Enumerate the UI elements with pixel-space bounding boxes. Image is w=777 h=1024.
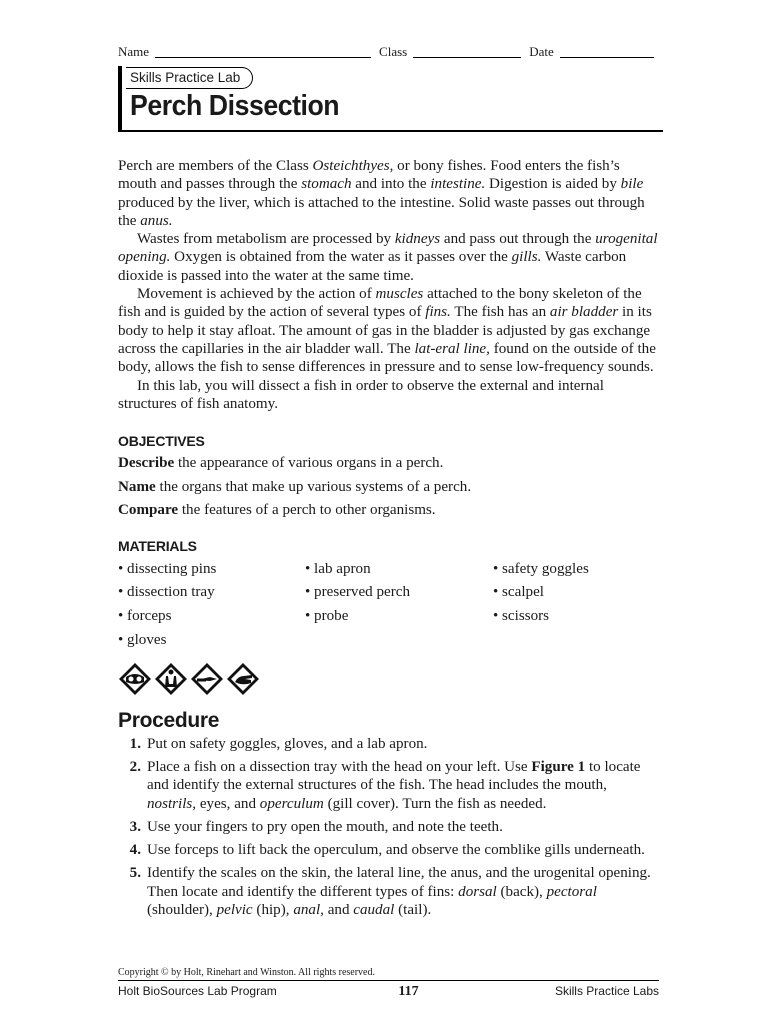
italic-term: pectoral (546, 883, 597, 900)
intro-paragraph-1 (118, 157, 659, 230)
step-text (147, 735, 659, 753)
hand-safety-icon (226, 662, 260, 696)
italic-term: stomach (301, 176, 352, 193)
program-name: Holt BioSources Lab Program (118, 984, 277, 998)
step-number: 3. (129, 818, 141, 835)
italic-term: anus. (140, 212, 173, 229)
main-content (118, 157, 659, 924)
objectives-list (118, 454, 659, 519)
italic-term: intestine. (430, 176, 486, 193)
step-number: 4. (129, 842, 141, 859)
materials-list (118, 560, 659, 650)
text-run: found on the outside of the body, allows the fish to sense differences in pressure and to sense low-frequency sounds. (118, 340, 656, 376)
italic-term: nostrils, (147, 795, 197, 812)
text-run: and pass out through the (440, 231, 596, 248)
objective-item (118, 478, 659, 496)
text-run: attached to the bony skeleton of the fish and is guided by the action of several types of (118, 286, 642, 321)
italic-term: urogenital opening. (118, 231, 658, 266)
step-text (147, 818, 659, 836)
italic-term: dorsal (458, 883, 497, 900)
name-class-date-line (118, 44, 659, 60)
step-number: 2. (129, 758, 141, 775)
step-text (147, 758, 659, 813)
material-item: • safety goggles (493, 560, 589, 577)
text-run: Put on safety goggles, gloves, and a lab apron. (147, 735, 428, 752)
step-number: 1. (129, 735, 141, 752)
text-run: Use forceps to lift back the operculum, and observe the comblike gills underneath. (147, 842, 645, 859)
text-run: Wastes from metabolism are processed by (137, 231, 395, 248)
text-run: (tail). (394, 902, 432, 918)
text-run: (gill cover). Turn the fish as needed. (323, 795, 547, 812)
date-blank (560, 45, 654, 58)
material-item: • forceps (118, 608, 172, 625)
class-label: Class (379, 44, 408, 59)
objective-verb: Name (118, 478, 156, 495)
copyright-notice: Copyright © by Holt, Rinehart and Winston. All rights reserved. (118, 967, 375, 978)
italic-term: anal, (293, 902, 324, 918)
material-item: • probe (305, 608, 349, 625)
bold-term: Figure 1 (531, 758, 586, 775)
italic-term: lat-eral line, (414, 340, 490, 357)
italic-term: gills. (511, 249, 542, 266)
text-run: (hip), (252, 902, 294, 918)
page-title: Perch Dissection (130, 90, 340, 122)
safety-icons (118, 662, 659, 696)
text-run: Identify the scales on the skin, the lateral line, the anus, and the urogenital opening. Then locate and identify the different types of fins: (147, 865, 651, 900)
material-item: • lab apron (305, 560, 371, 577)
objective-verb: Compare (118, 502, 179, 519)
page-footer (118, 980, 659, 1000)
text-run: Waste carbon dioxide is passed into the water at the same time. (118, 249, 627, 284)
name-blank (155, 45, 371, 58)
step-text (147, 841, 659, 859)
material-item: • gloves (118, 632, 167, 649)
text-run: The fish has an (450, 304, 550, 321)
procedure-step (118, 818, 659, 836)
section-name: Skills Practice Labs (554, 984, 660, 998)
material-item: • scalpel (493, 584, 544, 601)
italic-term: muscles (375, 286, 424, 303)
text-run: Movement is achieved by the action of (137, 286, 376, 303)
italic-term: bile (620, 176, 644, 193)
text-run: and into the (351, 176, 431, 193)
page-number: 117 (398, 984, 419, 999)
step-text (147, 864, 659, 919)
text-run: (shoulder), (147, 902, 217, 918)
clothing-protection-icon (154, 662, 188, 696)
objective-text: the organs that make up various systems of a perch. (155, 478, 472, 495)
text-run: produced by the liver, which is attached to the intestine. Solid waste passes out through the (118, 194, 645, 229)
class-blank (413, 45, 521, 58)
text-run: eyes, and (196, 795, 260, 812)
text-run: (back), (496, 883, 547, 900)
intro-paragraph-3 (118, 285, 659, 376)
text-run: Oxygen is obtained from the water as it passes over the (170, 249, 512, 266)
italic-term: caudal (353, 902, 395, 918)
procedure-step (118, 735, 659, 753)
intro-paragraph-4 (118, 377, 659, 414)
objective-item (118, 501, 659, 519)
objective-item (118, 454, 659, 472)
text-run: Perch are members of the Class (118, 158, 313, 174)
objective-text: the features of a perch to other organisms. (178, 502, 436, 519)
text-run: in its body to help it stay afloat. The amount of gas in the bladder is adjusted by gas exchange across the capillaries in the air bladder wall. The (118, 304, 652, 357)
procedure-heading: Procedure (118, 709, 220, 733)
italic-term: Osteichthyes (312, 158, 390, 174)
italic-term: air bladder (549, 304, 619, 321)
intro-paragraph-2 (118, 230, 659, 285)
italic-term: fins. (425, 304, 451, 321)
italic-term: operculum (259, 795, 324, 812)
material-item: • dissecting pins (118, 560, 217, 577)
procedure-steps (118, 735, 659, 920)
text-run: , or bony fishes. Food enters the fish’s mouth and passes through the (118, 158, 620, 193)
procedure-step (118, 841, 659, 859)
material-item: • scissors (493, 608, 550, 625)
date-label: Date (529, 44, 554, 59)
text-run: and (323, 902, 354, 918)
procedure-step (118, 758, 659, 813)
text-run: In this lab, you will dissect a fish in order to observe the external and internal structures of fish anatomy. (118, 377, 604, 412)
sharp-object-icon (190, 662, 224, 696)
name-label: Name (118, 44, 150, 59)
material-item: • dissection tray (118, 584, 215, 601)
materials-heading: MATERIALS (118, 538, 197, 555)
text-run: Use your fingers to pry open the mouth, and note the teeth. (147, 818, 503, 835)
procedure-step (118, 864, 659, 919)
material-item: • preserved perch (305, 584, 411, 601)
step-number: 5. (129, 865, 141, 882)
eye-safety-icon (118, 662, 152, 696)
text-run: to locate and identify the external structures of the fish. The head includes the mouth, (147, 758, 641, 794)
objectives-heading: OBJECTIVES (118, 433, 205, 450)
text-run: Place a fish on a dissection tray with the head on your left. Use (147, 758, 532, 775)
italic-term: kidneys (394, 231, 441, 248)
lab-type-tag: Skills Practice Lab (126, 67, 253, 89)
italic-term: pelvic (216, 902, 253, 918)
title-block (118, 66, 663, 132)
objective-verb: Describe (118, 455, 175, 472)
objective-text: the appearance of various organs in a perch. (174, 455, 444, 472)
text-run: Digestion is aided by (485, 176, 621, 193)
